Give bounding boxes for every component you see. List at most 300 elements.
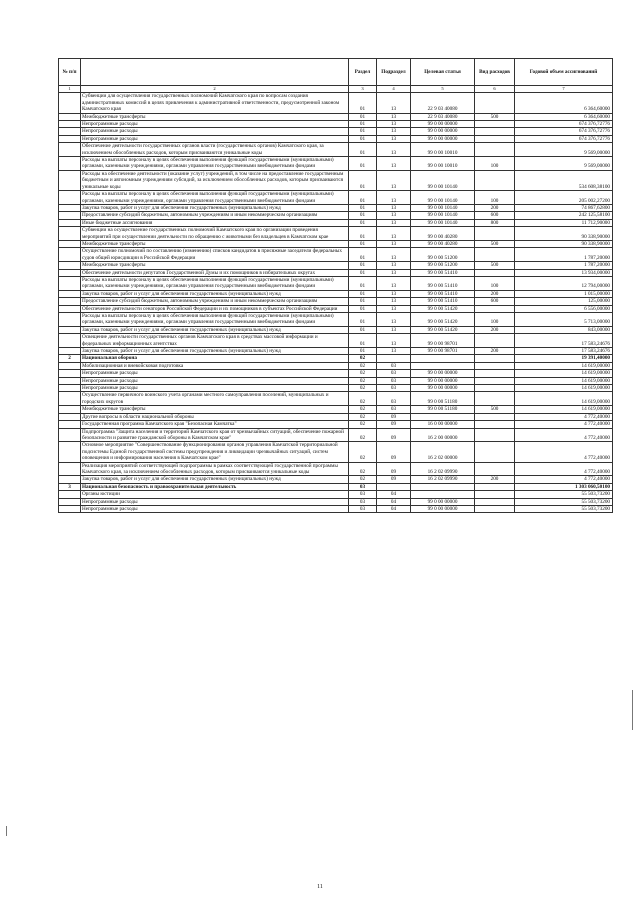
header-amount: Годовой объем ассигнований — [515, 59, 613, 86]
row-amount: 14 619,00000 — [515, 370, 613, 377]
row-name: Закупка товаров, работ и услуг для обеспечения государственных (муниципальных) нужд — [81, 476, 349, 483]
row-amount: 9 569,00000 — [515, 143, 613, 157]
row-name: Межбюджетные трансферты — [81, 262, 349, 269]
row-amount: 674 376,72776 — [515, 128, 613, 135]
table-row — [59, 290, 613, 297]
table-row — [59, 212, 613, 219]
row-subsection: 04 — [377, 491, 411, 498]
row-name: Другие вопросы в области национальной обороны — [81, 413, 349, 420]
row-subsection: 13 — [377, 212, 411, 219]
row-name: Реализация мероприятий соответствующей подпрограммы в рамках соответствующей государственной программы Камчатского края, за исключением обособленных расходов, которым присваиваются уникальные коды — [81, 462, 349, 476]
row-section: 01 — [349, 248, 377, 262]
row-amount: 674 376,72776 — [515, 121, 613, 128]
row-amount: 55 503,73200 — [515, 498, 613, 505]
row-expense-type — [475, 334, 515, 348]
header-expense-type: Вид расходов — [475, 59, 515, 86]
row-article — [411, 491, 475, 498]
row-number — [59, 191, 81, 205]
row-number — [59, 298, 81, 305]
row-subsection: 03 — [377, 362, 411, 369]
row-name: Субвенции для осуществления государственных полномочий Камчатского края по вопросам создания административных комиссий в целях привлечения к административной ответственности, предусмотренной законом Камчатского края — [81, 93, 349, 113]
row-subsection: 13 — [377, 313, 411, 327]
row-number — [59, 113, 81, 120]
row-amount: 17 583,24676 — [515, 348, 613, 355]
row-subsection: 09 — [377, 428, 411, 442]
table-row — [59, 128, 613, 135]
table-row — [59, 491, 613, 498]
row-section: 02 — [349, 413, 377, 420]
row-name: Расходы на выплаты персоналу в целях обеспечения выполнения функций государственными (муниципальными) органами, казенными учреждениями, органами управления государственными внебюджетными фондами — [81, 157, 349, 171]
page-number: 11 — [317, 884, 323, 890]
row-section: 01 — [349, 143, 377, 157]
row-amount: 55 503,73200 — [515, 505, 613, 512]
row-amount: 674 376,72776 — [515, 135, 613, 142]
header-subsection: Подраздел — [377, 59, 411, 86]
table-row — [59, 326, 613, 333]
row-subsection — [377, 483, 411, 490]
row-article: 99 0 00 40280 — [411, 227, 475, 241]
row-amount: 6 364,60000 — [515, 113, 613, 120]
row-subsection: 13 — [377, 219, 411, 226]
row-amount: 4 772,40000 — [515, 421, 613, 428]
row-subsection: 03 — [377, 406, 411, 413]
row-section: 01 — [349, 128, 377, 135]
row-subsection: 13 — [377, 227, 411, 241]
row-expense-type: 200 — [475, 290, 515, 297]
row-subsection: 13 — [377, 191, 411, 205]
row-number — [59, 413, 81, 420]
row-subsection: 13 — [377, 276, 411, 290]
row-section: 02 — [349, 392, 377, 406]
row-expense-type — [475, 170, 515, 190]
row-name: Закупка товаров, работ и услуг для обеспечения государственных (муниципальных) нужд — [81, 290, 349, 297]
row-article: 99 0 00 51180 — [411, 406, 475, 413]
table-row — [59, 219, 613, 226]
row-number — [59, 128, 81, 135]
row-section: 01 — [349, 326, 377, 333]
row-subsection: 04 — [377, 498, 411, 505]
row-article: 99 0 00 10140 — [411, 170, 475, 190]
row-number — [59, 421, 81, 428]
row-name: Расходы на выплаты персоналу в целях обеспечения выполнения функций государственными (муниципальными) органами, казенными учреждениями, органами управления государственными внебюджетными фондами — [81, 191, 349, 205]
row-article — [411, 483, 475, 490]
row-number — [59, 227, 81, 241]
row-number — [59, 326, 81, 333]
table-row — [59, 421, 613, 428]
row-expense-type: 100 — [475, 276, 515, 290]
row-section: 01 — [349, 219, 377, 226]
row-article: 22 9 03 40080 — [411, 93, 475, 113]
row-article: 99 0 00 10010 — [411, 157, 475, 171]
row-amount: 125,00000 — [515, 298, 613, 305]
row-expense-type: 600 — [475, 212, 515, 219]
row-amount: 14 619,00000 — [515, 377, 613, 384]
row-name: Осуществление полномочий по составлению (изменению) списков кандидатов в присяжные заседатели федеральных судов общей юрисдикции в Российской Федерации — [81, 248, 349, 262]
row-name: Непрограммные расходы — [81, 135, 349, 142]
row-expense-type — [475, 128, 515, 135]
row-expense-type — [475, 483, 515, 490]
row-number — [59, 212, 81, 219]
row-name: Национальная безопасность и правоохранительная деятельность — [81, 483, 349, 490]
row-expense-type — [475, 93, 515, 113]
row-number — [59, 135, 81, 142]
row-section: 01 — [349, 227, 377, 241]
row-section: 01 — [349, 191, 377, 205]
row-expense-type — [475, 413, 515, 420]
table-row — [59, 355, 613, 362]
row-article: 99 0 00 51180 — [411, 392, 475, 406]
row-subsection: 09 — [377, 462, 411, 476]
row-expense-type: 100 — [475, 313, 515, 327]
table-row — [59, 505, 613, 512]
row-article: 99 0 00 51200 — [411, 248, 475, 262]
table-row — [59, 248, 613, 262]
row-section: 01 — [349, 135, 377, 142]
row-article — [411, 413, 475, 420]
row-name: Закупка товаров, работ и услуг для обеспечения государственных (муниципальных) нужд — [81, 204, 349, 211]
row-article: 16 2 00 00000 — [411, 428, 475, 442]
row-amount: 9 569,00000 — [515, 157, 613, 171]
row-expense-type — [475, 498, 515, 505]
row-expense-type: 100 — [475, 191, 515, 205]
row-section: 01 — [349, 276, 377, 290]
row-section: 01 — [349, 212, 377, 219]
row-section: 02 — [349, 476, 377, 483]
row-section: 01 — [349, 157, 377, 171]
row-expense-type — [475, 135, 515, 142]
row-amount: 14 619,00000 — [515, 385, 613, 392]
row-name: Осуществление первичного воинского учета органами местного самоуправления поселений, муниципальных и городских округов — [81, 392, 349, 406]
table-row — [59, 135, 613, 142]
header-row — [59, 59, 613, 86]
row-expense-type — [475, 377, 515, 384]
row-article: 99 0 00 51420 — [411, 305, 475, 312]
table-row — [59, 240, 613, 247]
row-section: 01 — [349, 313, 377, 327]
row-name: Национальная оборона — [81, 355, 349, 362]
row-section: 01 — [349, 204, 377, 211]
row-section: 01 — [349, 298, 377, 305]
row-expense-type: 600 — [475, 298, 515, 305]
row-section: 01 — [349, 240, 377, 247]
row-article — [411, 362, 475, 369]
row-number — [59, 462, 81, 476]
row-name: Государственная программа Камчатского края "Безопасная Камчатка" — [81, 421, 349, 428]
row-section: 02 — [349, 462, 377, 476]
row-expense-type — [475, 421, 515, 428]
row-number — [59, 392, 81, 406]
row-article: 99 0 00 00000 — [411, 135, 475, 142]
row-number — [59, 240, 81, 247]
row-subsection: 03 — [377, 385, 411, 392]
row-amount: 55 503,73200 — [515, 491, 613, 498]
row-article: 16 0 00 00000 — [411, 421, 475, 428]
row-number — [59, 262, 81, 269]
row-expense-type — [475, 121, 515, 128]
table-row — [59, 476, 613, 483]
column-number: 6 — [475, 86, 515, 93]
row-number: 2 — [59, 355, 81, 362]
table-row — [59, 276, 613, 290]
row-article: 99 0 00 51410 — [411, 298, 475, 305]
row-amount: 90 338,90000 — [515, 240, 613, 247]
row-number — [59, 219, 81, 226]
row-section: 02 — [349, 442, 377, 462]
row-name: Органы юстиции — [81, 491, 349, 498]
row-subsection: 09 — [377, 476, 411, 483]
row-name: Расходы на выплаты персоналу в целях обеспечения выполнения функций государственными (муниципальными) органами, казенными учреждениями, органами управления государственными внебюджетными фондами — [81, 313, 349, 327]
row-section: 02 — [349, 362, 377, 369]
row-subsection: 13 — [377, 348, 411, 355]
table-row — [59, 170, 613, 190]
row-subsection: 09 — [377, 421, 411, 428]
table-row — [59, 428, 613, 442]
row-section: 03 — [349, 498, 377, 505]
row-article: 99 0 00 98701 — [411, 334, 475, 348]
row-subsection: 13 — [377, 334, 411, 348]
row-amount: 6 364,60000 — [515, 93, 613, 113]
row-number — [59, 498, 81, 505]
row-amount: 4 772,40000 — [515, 476, 613, 483]
row-section: 01 — [349, 269, 377, 276]
table-row — [59, 406, 613, 413]
table-row — [59, 385, 613, 392]
row-expense-type: 500 — [475, 406, 515, 413]
row-number — [59, 204, 81, 211]
table-row — [59, 442, 613, 462]
row-expense-type: 200 — [475, 348, 515, 355]
row-name: Обеспечение деятельности депутатов Государственной Думы и их помощников в избирательных округах — [81, 269, 349, 276]
row-section: 02 — [349, 421, 377, 428]
row-name: Освещение деятельности государственных органов Камчатского края в средствах массовой информации и федеральных информационных агентствах — [81, 334, 349, 348]
row-name: Обеспечение деятельности сенаторов Российской Федерации и их помощников в субъектах Российской Федерации — [81, 305, 349, 312]
row-amount: 4 772,40000 — [515, 462, 613, 476]
budget-table — [58, 58, 613, 513]
row-amount: 19 391,40000 — [515, 355, 613, 362]
row-expense-type — [475, 442, 515, 462]
row-subsection: 13 — [377, 262, 411, 269]
row-number — [59, 313, 81, 327]
row-article — [411, 355, 475, 362]
row-article: 99 0 00 00000 — [411, 370, 475, 377]
row-expense-type: 500 — [475, 113, 515, 120]
row-number — [59, 276, 81, 290]
row-subsection: 09 — [377, 413, 411, 420]
row-name: Межбюджетные трансферты — [81, 406, 349, 413]
column-number: 7 — [515, 86, 613, 93]
row-expense-type — [475, 269, 515, 276]
row-amount: 11 712,90000 — [515, 219, 613, 226]
row-number — [59, 348, 81, 355]
row-amount: 14 619,00000 — [515, 392, 613, 406]
table-row — [59, 313, 613, 327]
row-subsection: 03 — [377, 392, 411, 406]
table-row — [59, 462, 613, 476]
row-name: Подпрограмма "Защита населения и территорий Камчатского края от чрезвычайных ситуаций, обеспечение пожарной безопасности и развитие гражданской обороны в Камчатском крае" — [81, 428, 349, 442]
row-number — [59, 406, 81, 413]
row-number — [59, 428, 81, 442]
row-section: 02 — [349, 377, 377, 384]
row-amount: 12 794,00000 — [515, 276, 613, 290]
row-expense-type — [475, 362, 515, 369]
row-section: 01 — [349, 305, 377, 312]
row-article: 22 9 03 40080 — [411, 113, 475, 120]
margin-mark-left — [6, 826, 7, 836]
row-article: 99 0 00 98701 — [411, 348, 475, 355]
row-section: 03 — [349, 483, 377, 490]
row-name: Межбюджетные трансферты — [81, 240, 349, 247]
row-number: 3 — [59, 483, 81, 490]
row-subsection: 13 — [377, 143, 411, 157]
row-name: Непрограммные расходы — [81, 370, 349, 377]
column-number: 4 — [377, 86, 411, 93]
row-article: 99 0 00 00000 — [411, 505, 475, 512]
row-name: Закупка товаров, работ и услуг для обеспечения государственных (муниципальных) нужд — [81, 326, 349, 333]
row-amount: 90 338,90000 — [515, 227, 613, 241]
row-section: 01 — [349, 348, 377, 355]
row-article: 99 0 00 51410 — [411, 276, 475, 290]
row-subsection: 13 — [377, 113, 411, 120]
row-amount: 242 125,58100 — [515, 212, 613, 219]
row-amount: 1 787,20000 — [515, 248, 613, 262]
row-amount: 17 583,24676 — [515, 334, 613, 348]
column-number: 5 — [411, 86, 475, 93]
row-expense-type — [475, 462, 515, 476]
row-section: 01 — [349, 262, 377, 269]
row-expense-type — [475, 227, 515, 241]
row-article: 99 0 00 00000 — [411, 377, 475, 384]
row-name: Непрограммные расходы — [81, 128, 349, 135]
row-name: Непрограммные расходы — [81, 377, 349, 384]
row-subsection: 13 — [377, 248, 411, 262]
table-row — [59, 334, 613, 348]
row-article: 99 0 00 51420 — [411, 313, 475, 327]
row-subsection: 03 — [377, 377, 411, 384]
row-subsection: 13 — [377, 298, 411, 305]
row-subsection: 13 — [377, 269, 411, 276]
table-body — [59, 93, 613, 513]
header-article: Целевая статья — [411, 59, 475, 86]
budget-sheet — [58, 58, 612, 513]
row-section: 02 — [349, 428, 377, 442]
column-number: 2 — [81, 86, 349, 93]
row-amount: 4 772,40000 — [515, 413, 613, 420]
row-amount: 1 303 060,50100 — [515, 483, 613, 490]
table-row — [59, 93, 613, 113]
row-article: 99 0 00 51410 — [411, 269, 475, 276]
row-subsection: 13 — [377, 305, 411, 312]
row-expense-type: 100 — [475, 157, 515, 171]
row-expense-type — [475, 370, 515, 377]
table-row — [59, 113, 613, 120]
row-subsection: 09 — [377, 442, 411, 462]
row-article: 99 0 00 10140 — [411, 204, 475, 211]
row-amount: 13 934,00000 — [515, 269, 613, 276]
row-expense-type: 200 — [475, 326, 515, 333]
row-article: 99 0 00 10140 — [411, 212, 475, 219]
row-number — [59, 290, 81, 297]
row-expense-type — [475, 392, 515, 406]
table-row — [59, 262, 613, 269]
row-article: 99 0 00 40280 — [411, 240, 475, 247]
row-expense-type — [475, 248, 515, 262]
row-section: 02 — [349, 355, 377, 362]
row-article: 16 2 02 09990 — [411, 476, 475, 483]
row-section: 02 — [349, 406, 377, 413]
table-row — [59, 348, 613, 355]
row-amount: 1 787,20000 — [515, 262, 613, 269]
row-article: 99 0 00 00000 — [411, 121, 475, 128]
row-name: Предоставление субсидий бюджетным, автономным учреждениям и иным некоммерческим организациям — [81, 212, 349, 219]
row-expense-type — [475, 355, 515, 362]
row-number — [59, 157, 81, 171]
row-number — [59, 377, 81, 384]
row-expense-type — [475, 491, 515, 498]
row-expense-type — [475, 305, 515, 312]
row-article: 99 0 00 00000 — [411, 498, 475, 505]
row-subsection: 03 — [377, 370, 411, 377]
row-article: 16 2 02 00000 — [411, 442, 475, 462]
table-row — [59, 204, 613, 211]
row-name: Мобилизационная и вневойсковая подготовка — [81, 362, 349, 369]
row-amount: 1 015,00000 — [515, 290, 613, 297]
row-article: 99 0 00 10140 — [411, 191, 475, 205]
row-amount: 205 002,27200 — [515, 191, 613, 205]
row-number — [59, 269, 81, 276]
row-section: 01 — [349, 290, 377, 297]
row-number — [59, 370, 81, 377]
row-subsection: 13 — [377, 135, 411, 142]
row-expense-type: 800 — [475, 219, 515, 226]
row-name: Расходы на выплаты персоналу в целях обеспечения выполнения функций государственными (муниципальными) органами, казенными учреждениями, органами управления государственными внебюджетными фондами — [81, 276, 349, 290]
row-number — [59, 305, 81, 312]
row-subsection: 13 — [377, 128, 411, 135]
table-row — [59, 370, 613, 377]
row-name: Непрограммные расходы — [81, 385, 349, 392]
column-number: 3 — [349, 86, 377, 93]
row-number — [59, 476, 81, 483]
row-subsection: 13 — [377, 93, 411, 113]
row-name: Непрограммные расходы — [81, 505, 349, 512]
row-number — [59, 442, 81, 462]
table-row — [59, 377, 613, 384]
row-number — [59, 334, 81, 348]
row-name: Расходы на обеспечение деятельности (оказание услуг) учреждений, в том числе на предоставление государственным бюджетным и автономным учреждениям субсидий, за исключением обособленных расходов, которым присваиваются уникальные коды — [81, 170, 349, 190]
row-expense-type — [475, 505, 515, 512]
row-subsection: 13 — [377, 170, 411, 190]
row-name: Основное мероприятие "Совершенствование функционирования органов управления Камчатской территориальной подсистемы Единой государственной системы предупреждения и ликвидации чрезвычайных ситуаций, систем оповещения и информирования населения в Камчатском крае" — [81, 442, 349, 462]
row-number — [59, 143, 81, 157]
row-name: Непрограммные расходы — [81, 498, 349, 505]
margin-mark-right — [632, 690, 633, 730]
row-amount: 4 772,40000 — [515, 428, 613, 442]
row-article: 99 0 00 00000 — [411, 128, 475, 135]
row-expense-type: 200 — [475, 476, 515, 483]
row-article: 16 2 02 09990 — [411, 462, 475, 476]
table-row — [59, 305, 613, 312]
table-row — [59, 298, 613, 305]
row-subsection: 13 — [377, 290, 411, 297]
row-section: 02 — [349, 370, 377, 377]
row-subsection: 13 — [377, 240, 411, 247]
row-expense-type: 200 — [475, 204, 515, 211]
table-row — [59, 498, 613, 505]
table-row — [59, 413, 613, 420]
row-expense-type: 500 — [475, 240, 515, 247]
table-row — [59, 143, 613, 157]
row-amount: 14 619,00000 — [515, 362, 613, 369]
row-amount: 534 608,38100 — [515, 170, 613, 190]
